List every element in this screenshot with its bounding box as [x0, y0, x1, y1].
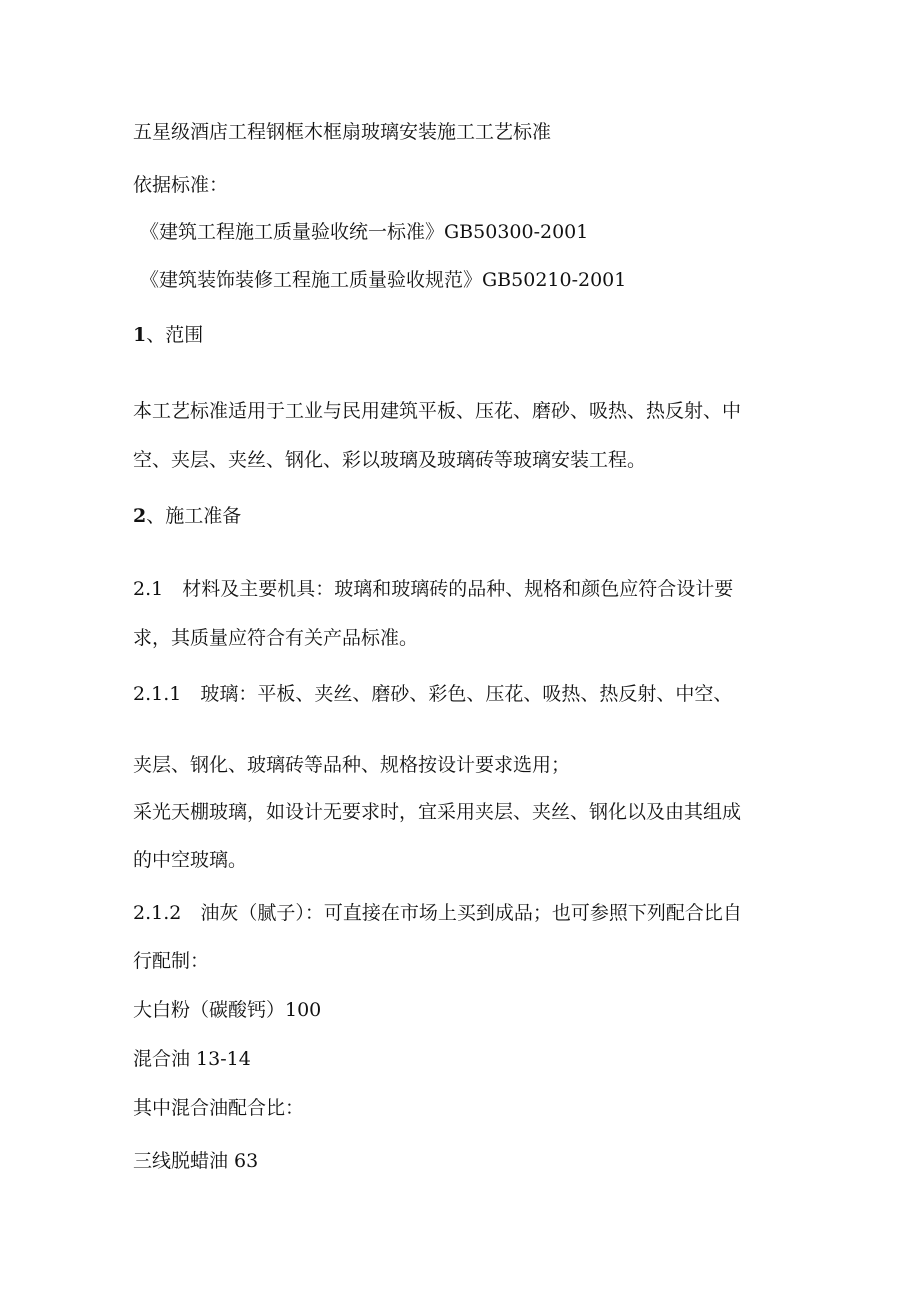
paragraph-line: 采光天棚玻璃，如设计无要求时，宜采用夹层、夹丝、钢化以及由其组成 — [133, 801, 742, 823]
paragraph-line: 2.1.1 玻璃：平板、夹丝、磨砂、彩色、压花、吸热、热反射、中空、 — [133, 683, 733, 705]
mix-item: 大白粉（碳酸钙）100 — [133, 999, 322, 1021]
section-title: 、施工准备 — [146, 505, 242, 527]
paragraph-line: 行配制： — [133, 950, 210, 972]
standard-item: 《建筑工程施工质量验收统一标准》GB50300-2001 — [140, 221, 589, 243]
section-number: 2 — [133, 505, 147, 527]
section-heading-scope — [133, 322, 203, 348]
paragraph-line: 空、夹层、夹丝、钢化、彩以玻璃及玻璃砖等玻璃安装工程。 — [133, 449, 647, 471]
mix-item: 混合油 13-14 — [133, 1048, 251, 1070]
paragraph-line: 求，其质量应符合有关产品标准。 — [133, 627, 419, 649]
paragraph-line: 的中空玻璃。 — [133, 849, 248, 871]
section-title: 、范围 — [146, 324, 204, 346]
section-number: 1 — [133, 324, 147, 346]
basis-label: 依据标准： — [133, 174, 229, 196]
mix-item: 三线脱蜡油 63 — [133, 1150, 259, 1172]
paragraph-line: 2.1.2 油灰（腻子）：可直接在市场上买到成品；也可参照下列配合比自 — [133, 902, 742, 924]
paragraph-line: 夹层、钢化、玻璃砖等品种、规格按设计要求选用； — [133, 754, 571, 776]
mix-ratio-label: 其中混合油配合比： — [133, 1097, 305, 1119]
section-heading-preparation — [133, 503, 241, 529]
document-title: 五星级酒店工程钢框木框扇玻璃安装施工工艺标准 — [133, 121, 552, 143]
standard-item: 《建筑装饰装修工程施工质量验收规范》GB50210-2001 — [140, 269, 627, 291]
paragraph-line: 本工艺标准适用于工业与民用建筑平板、压花、磨砂、吸热、热反射、中 — [133, 400, 742, 422]
paragraph-line: 2.1 材料及主要机具：玻璃和玻璃砖的品种、规格和颜色应符合设计要 — [133, 578, 734, 600]
